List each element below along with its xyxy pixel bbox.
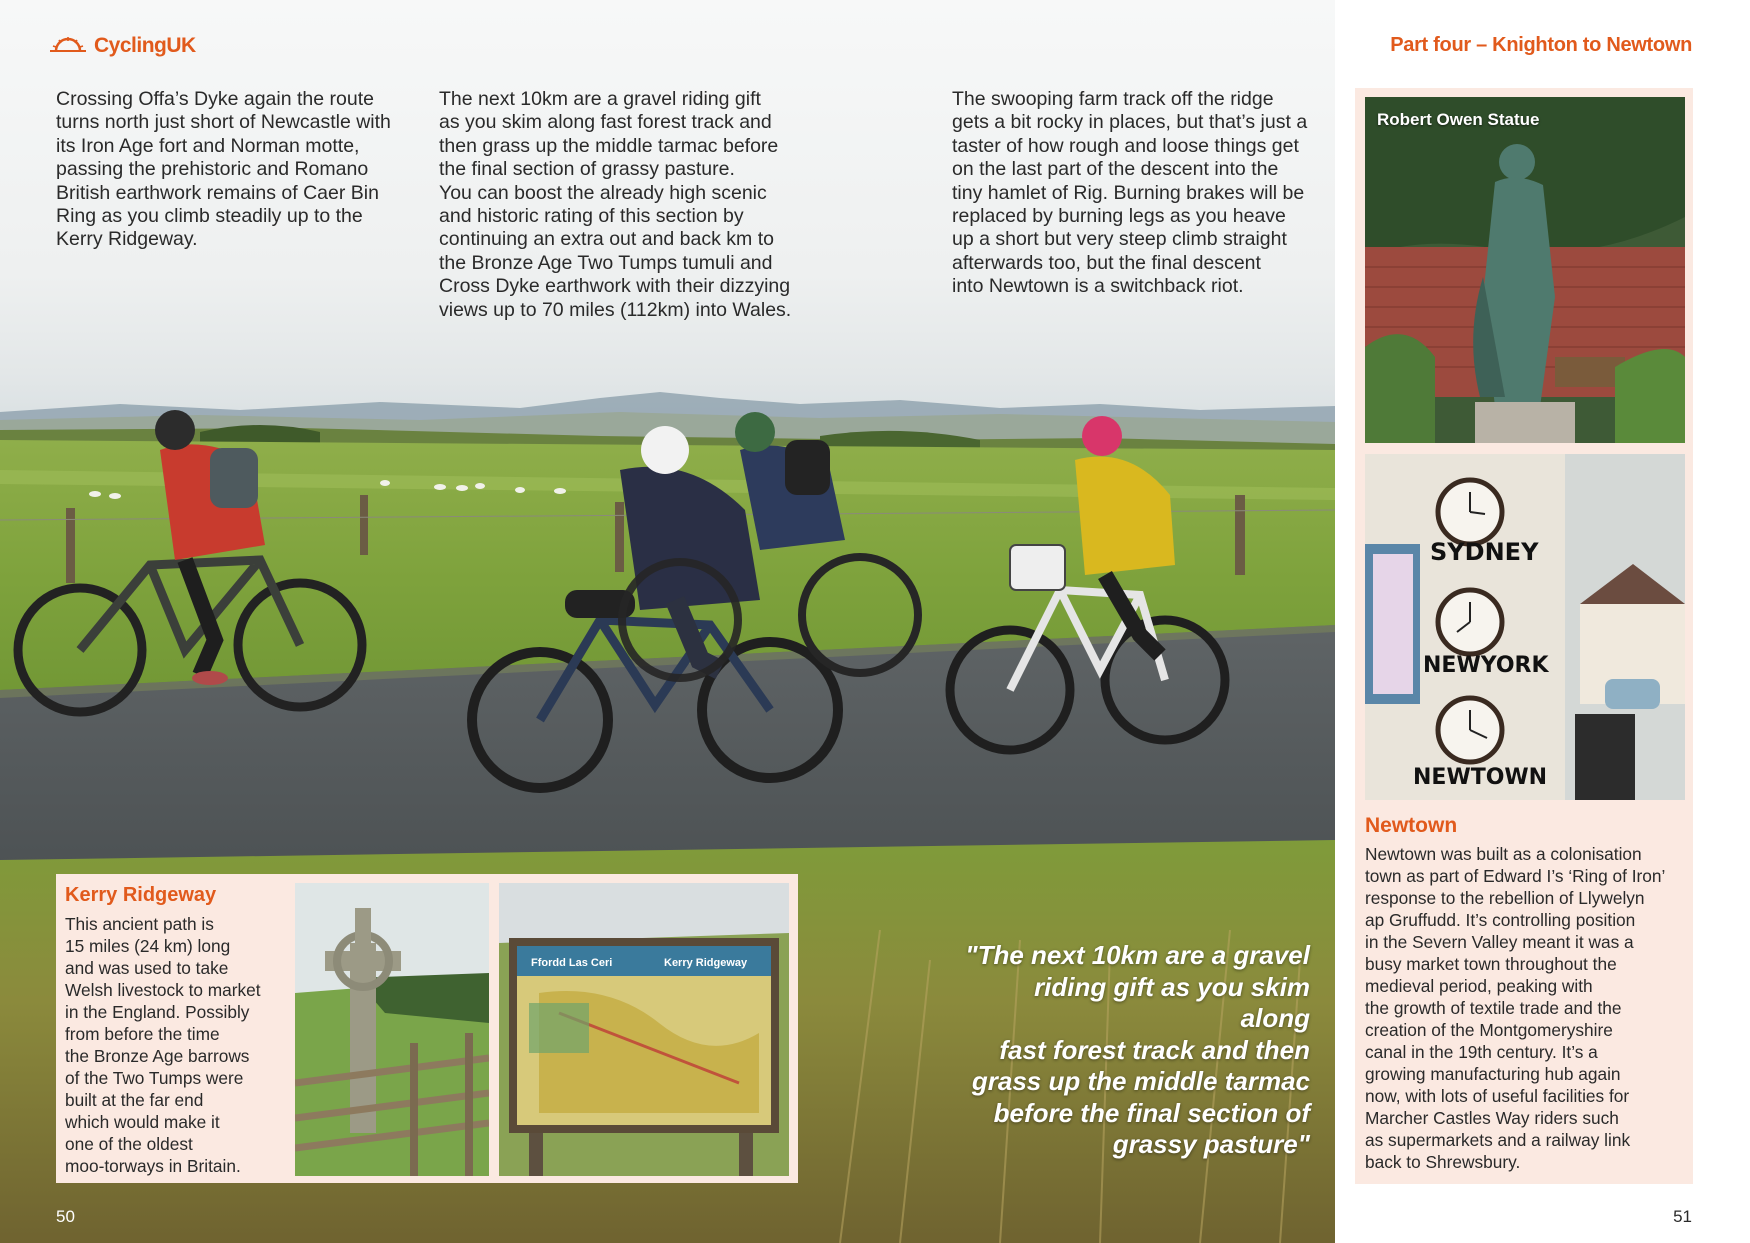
body-column-2: The next 10km are a gravel riding gift as you skim along fast forest track and then grass up the middle tarmac before the final section of grassy pasture. You can boost the already high scenic and historic rating of this section by continuing an extra out and back km to the Bronze Age Two Tumps tumuli and Cross Dyke earthwork with their dizzying views up to 70 miles (112km) into Wales. [439,88,792,321]
page-number-right: 51 [1673,1207,1692,1226]
kerry-ridgeway-sign-photo [499,883,789,1176]
kerry-ridgeway-title: Kerry Ridgeway [65,884,217,906]
clock-icon [1438,480,1502,544]
clock-icon [1438,590,1502,654]
logo-wordmark: CyclingUK [94,34,196,57]
newtown-title: Newtown [1365,814,1458,837]
pull-quote: "The next 10km are a gravel riding gift as you skim along fast forest track and then grass up the middle tarmac before the final section of grassy pasture" [965,940,1310,1159]
section-title: Part four – Knighton to Newtown [1390,34,1692,56]
statue-photo-caption: Robert Owen Statue [1377,110,1540,129]
body-column-1: Crossing Offa’s Dyke again the route turns north just short of Newcastle with its Iron Age fort and Norman motte, passing the prehistoric and Romano British earthwork remains of Caer Bin Ring as you climb steadily up to the Kerry Ridgeway. [56,88,391,251]
sunrise-wheel-icon [48,35,88,58]
body-column-3: The swooping farm track off the ridge gets a bit rocky in places, but that’s just a taster of how rough and loose things get on the last part of the descent into the tiny hamlet of Rig. Burning brakes will be replaced by burning legs as you heave up a short but very steep climb straight afterwards too, but the final descent into Newtown is a switchback riot. [952,88,1308,298]
world-clocks-photo [1365,454,1685,800]
page-number-left: 50 [56,1207,75,1226]
sign-english-title: Kerry Ridgeway [664,957,748,969]
clock-label-newyork: NEWYORK [1423,653,1549,678]
robert-owen-statue-photo [1365,97,1685,443]
kerry-ridgeway-text: This ancient path is 15 miles (24 km) long and was used to take Welsh livestock to market in the England. Possibly from before the time the Bronze Age barrows of the Two Tumps were built at the far end which would make it one of the oldest moo-torways in Britain. [65,914,261,1176]
clock-label-sydney: SYDNEY [1430,538,1539,566]
celtic-cross-photo [295,883,489,1176]
cyclinguk-logo[interactable] [48,32,196,60]
clock-label-newtown: NEWTOWN [1413,765,1548,790]
clock-icon [1438,698,1502,762]
newtown-text: Newtown was built as a colonisation town as part of Edward I’s ‘Ring of Iron’ response to the rebellion of Llywelyn ap Gruffudd. It’s controlling position in the Severn Valley meant it was a busy market town throughout the medieval period, peaking with the growth of textile trade and the creation of the Montgomeryshire canal in the 19th century. It’s a growing manufacturing hub again now, with lots of useful facilities for Marcher Castles Way riders such as supermarkets and a railway link back to Shrewsbury. [1365,844,1666,1172]
sign-welsh-title: Ffordd Las Ceri [531,957,613,969]
